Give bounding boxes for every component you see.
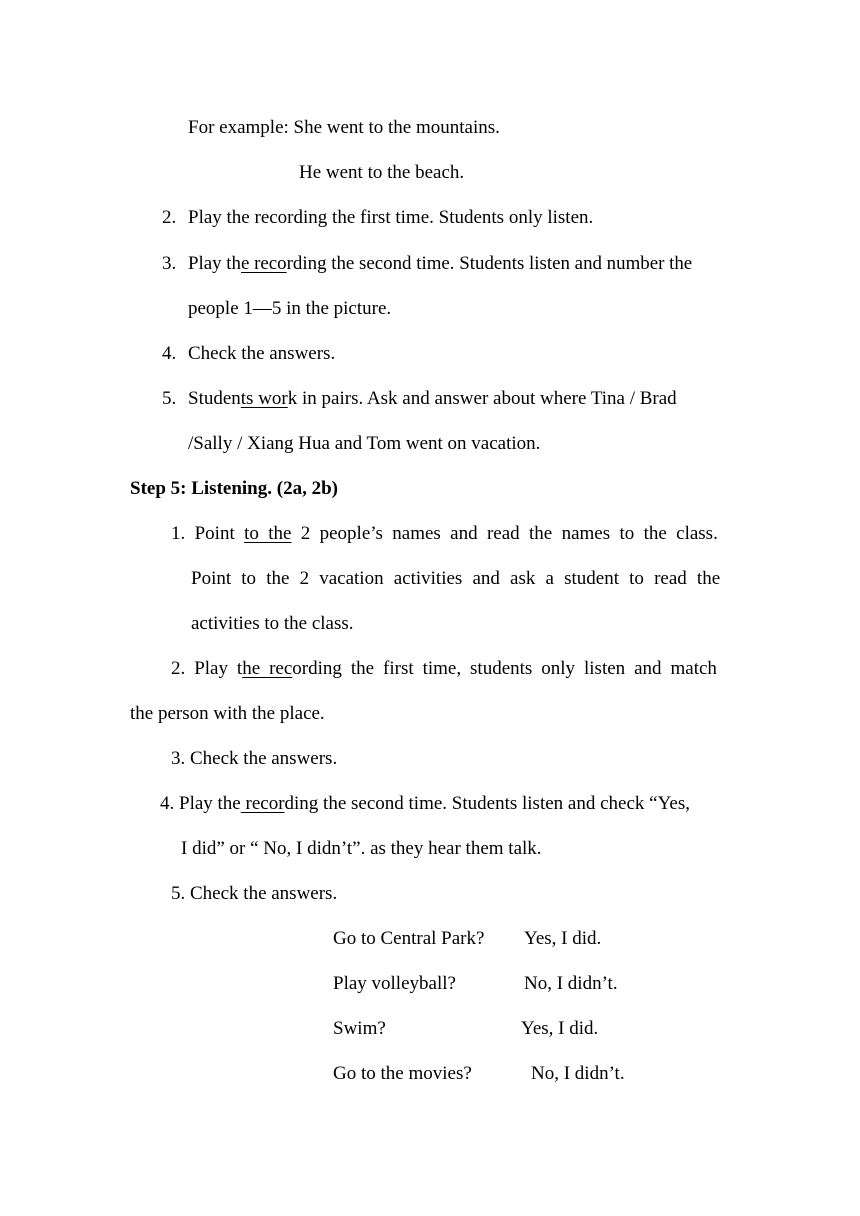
list-number: 2. bbox=[162, 207, 177, 228]
list-item-text: Check the answers. bbox=[188, 343, 336, 364]
example-line-2: He went to the beach. bbox=[299, 162, 465, 183]
list-item-text: Students work in pairs. Ask and answer about where Tina / Brad bbox=[188, 388, 677, 409]
example-line-1: For example: She went to the mountains. bbox=[188, 117, 500, 138]
list-number: 5. bbox=[162, 388, 177, 409]
step5-item-5: 5. Check the answers. bbox=[171, 883, 338, 904]
answer-response: No, I didn’t. bbox=[524, 973, 618, 994]
step5-item-2-line-2: the person with the place. bbox=[130, 703, 325, 724]
list-item-text: Play the recording the second time. Students listen and number the bbox=[188, 253, 693, 274]
answer-response: Yes, I did. bbox=[524, 928, 602, 949]
section-heading: Step 5: Listening. (2a, 2b) bbox=[130, 478, 338, 499]
step5-item-1: 1. Point to the 2 people’s names and read the names to the class. bbox=[171, 523, 718, 544]
step5-item-3: 3. Check the answers. bbox=[171, 748, 338, 769]
answer-question: Go to Central Park? bbox=[333, 928, 485, 949]
step5-item-1-line-3: activities to the class. bbox=[191, 613, 354, 634]
answer-question: Go to the movies? bbox=[333, 1063, 472, 1084]
answer-response: Yes, I did. bbox=[521, 1018, 599, 1039]
answer-question: Swim? bbox=[333, 1018, 386, 1039]
list-item-continuation: people 1—5 in the picture. bbox=[188, 298, 392, 319]
list-number: 4. bbox=[162, 343, 177, 364]
step5-item-2: 2. Play the recording the first time, students only listen and match bbox=[171, 658, 717, 679]
list-item-text: Play the recording the first time. Students only listen. bbox=[188, 207, 594, 228]
step5-item-1-line-2: Point to the 2 vacation activities and ask a student to read the bbox=[191, 568, 721, 589]
step5-item-4-line-2: I did” or “ No, I didn’t”. as they hear them talk. bbox=[181, 838, 542, 859]
step5-item-4: 4. Play the recording the second time. Students listen and check “Yes, bbox=[160, 793, 690, 814]
answer-response: No, I didn’t. bbox=[531, 1063, 625, 1084]
answer-question: Play volleyball? bbox=[333, 973, 456, 994]
list-number: 3. bbox=[162, 253, 177, 274]
list-item-continuation: /Sally / Xiang Hua and Tom went on vacation. bbox=[188, 433, 541, 454]
